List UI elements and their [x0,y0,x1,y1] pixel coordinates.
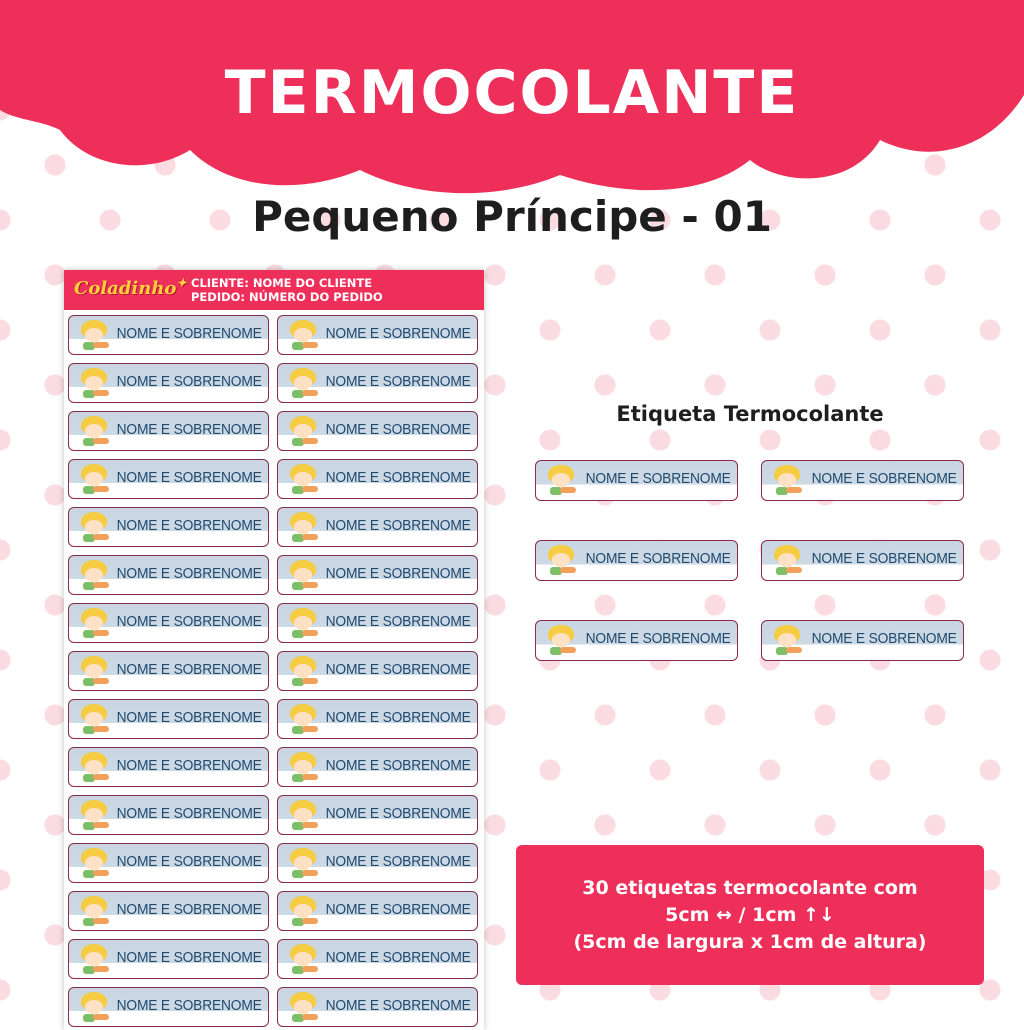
info-box [516,845,984,985]
little-prince-icon [288,368,318,398]
label-name-text: NOME E SOBRENOME [116,805,262,822]
little-prince-icon [546,465,576,495]
page-subtitle: Pequeno Príncipe - 01 [252,192,772,241]
little-prince-icon [79,320,109,350]
little-prince-icon [288,608,318,638]
name-label [277,603,478,643]
name-label [535,620,738,661]
label-name-text: NOME E SOBRENOME [325,661,471,678]
name-label [68,507,269,547]
name-label [277,987,478,1027]
little-prince-icon [288,512,318,542]
name-label [277,459,478,499]
name-label [761,620,964,661]
little-prince-icon [79,416,109,446]
label-name-text: NOME E SOBRENOME [116,373,262,390]
label-name-text: NOME E SOBRENOME [325,565,471,582]
name-label [277,747,478,787]
label-name-text: NOME E SOBRENOME [325,997,471,1014]
label-name-text: NOME E SOBRENOME [325,853,471,870]
name-label [68,987,269,1027]
name-label [68,555,269,595]
name-label [68,843,269,883]
label-name-text: NOME E SOBRENOME [585,550,731,567]
info-line-2: 5cm ↔ / 1cm ↑↓ [665,903,835,926]
label-name-text: NOME E SOBRENOME [325,805,471,822]
name-label [68,411,269,451]
label-name-text: NOME E SOBRENOME [325,421,471,438]
little-prince-icon [288,992,318,1022]
name-label [535,540,738,581]
little-prince-icon [288,560,318,590]
label-name-text: NOME E SOBRENOME [325,469,471,486]
label-name-text: NOME E SOBRENOME [811,550,957,567]
sheet-label-grid [68,315,482,1027]
label-name-text: NOME E SOBRENOME [116,949,262,966]
little-prince-icon [288,800,318,830]
little-prince-icon [79,368,109,398]
page-title: TERMOCOLANTE [224,58,800,128]
order-info [191,276,383,304]
name-label [68,747,269,787]
name-label [761,540,964,581]
label-name-text: NOME E SOBRENOME [325,709,471,726]
info-line-3: (5cm de largura x 1cm de altura) [573,930,927,953]
little-prince-icon [288,656,318,686]
name-label [277,555,478,595]
little-prince-icon [79,896,109,926]
name-label [68,603,269,643]
name-label [277,891,478,931]
little-prince-icon [79,608,109,638]
label-name-text: NOME E SOBRENOME [116,421,262,438]
name-label [277,795,478,835]
label-name-text: NOME E SOBRENOME [811,470,957,487]
label-name-text: NOME E SOBRENOME [116,565,262,582]
little-prince-icon [288,416,318,446]
label-name-text: NOME E SOBRENOME [116,325,262,342]
little-prince-icon [79,944,109,974]
info-line-1: 30 etiquetas termocolante com [582,876,918,899]
little-prince-icon [79,992,109,1022]
label-name-text: NOME E SOBRENOME [116,469,262,486]
little-prince-icon [288,704,318,734]
name-label [68,459,269,499]
little-prince-icon [79,848,109,878]
name-label [68,363,269,403]
name-label [68,795,269,835]
little-prince-icon [79,752,109,782]
little-prince-icon [79,800,109,830]
little-prince-icon [79,704,109,734]
little-prince-icon [79,656,109,686]
label-name-text: NOME E SOBRENOME [325,757,471,774]
label-name-text: NOME E SOBRENOME [116,661,262,678]
little-prince-icon [546,625,576,655]
preview-label-grid [535,460,965,661]
little-prince-icon [79,560,109,590]
name-label [277,507,478,547]
name-label [277,651,478,691]
label-name-text: NOME E SOBRENOME [116,997,262,1014]
label-name-text: NOME E SOBRENOME [116,709,262,726]
name-label [277,939,478,979]
little-prince-icon [79,464,109,494]
preview-title: Etiqueta Termocolante [616,402,884,426]
label-name-text: NOME E SOBRENOME [325,325,471,342]
little-prince-icon [772,545,802,575]
name-label [761,460,964,501]
label-name-text: NOME E SOBRENOME [116,613,262,630]
little-prince-icon [79,512,109,542]
name-label [277,699,478,739]
name-label [68,891,269,931]
label-name-text: NOME E SOBRENOME [116,853,262,870]
little-prince-icon [772,465,802,495]
brand-name: Coladinho [74,278,177,299]
name-label [277,315,478,355]
little-prince-icon [288,944,318,974]
label-name-text: NOME E SOBRENOME [325,949,471,966]
name-label [277,411,478,451]
name-label [535,460,738,501]
little-prince-icon [288,752,318,782]
name-label [277,363,478,403]
name-label [68,315,269,355]
label-sheet [64,270,484,1030]
label-name-text: NOME E SOBRENOME [116,757,262,774]
little-prince-icon [288,320,318,350]
label-name-text: NOME E SOBRENOME [585,630,731,647]
sheet-header [64,270,484,310]
brand-logo [74,276,187,299]
label-name-text: NOME E SOBRENOME [585,470,731,487]
little-prince-icon [288,464,318,494]
name-label [277,843,478,883]
order-line: PEDIDO: NÚMERO DO PEDIDO [191,290,383,304]
label-name-text: NOME E SOBRENOME [325,517,471,534]
little-prince-icon [546,545,576,575]
label-name-text: NOME E SOBRENOME [116,901,262,918]
label-name-text: NOME E SOBRENOME [325,373,471,390]
little-prince-icon [288,896,318,926]
client-line: CLIENTE: NOME DO CLIENTE [191,276,373,290]
label-name-text: NOME E SOBRENOME [325,613,471,630]
label-name-text: NOME E SOBRENOME [116,517,262,534]
little-prince-icon [288,848,318,878]
name-label [68,699,269,739]
label-name-text: NOME E SOBRENOME [325,901,471,918]
label-name-text: NOME E SOBRENOME [811,630,957,647]
little-prince-icon [772,625,802,655]
star-icon: ✦ [176,276,187,290]
name-label [68,651,269,691]
name-label [68,939,269,979]
